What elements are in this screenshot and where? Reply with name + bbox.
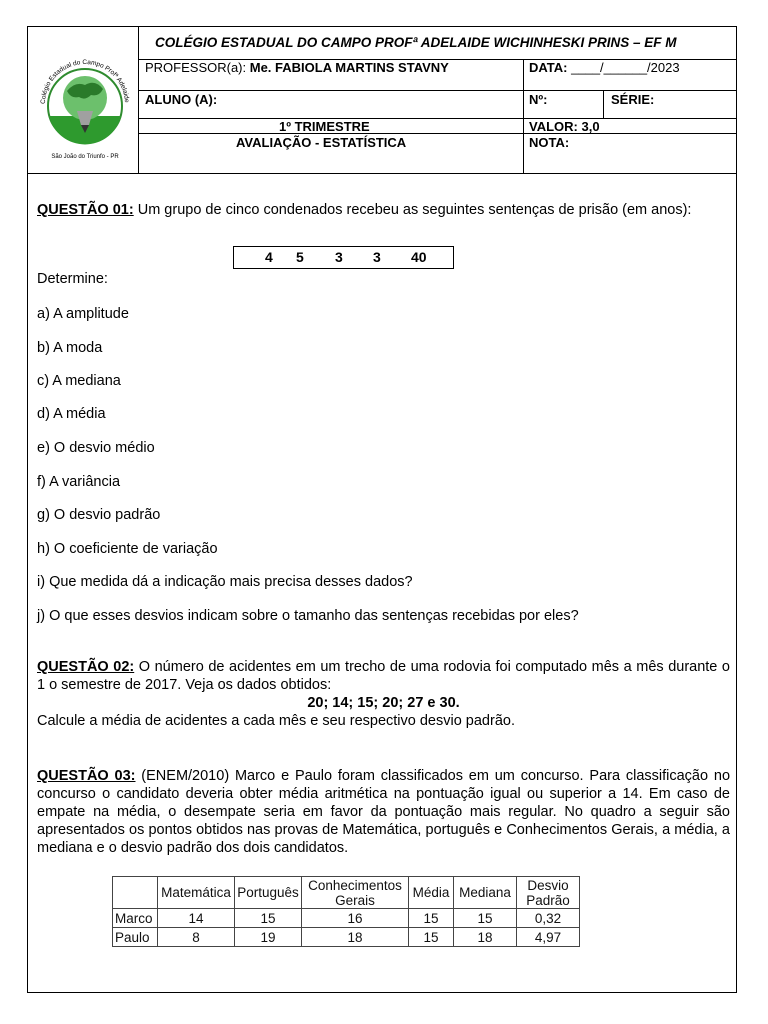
question-1-item: j) O que esses desvios indicam sobre o tamanho das sentenças recebidas por eles? bbox=[37, 608, 579, 624]
question-3-title: QUESTÃO 03: bbox=[37, 768, 136, 784]
sentences-box bbox=[233, 246, 454, 269]
question-1-item: g) O desvio padrão bbox=[37, 507, 161, 523]
table-header-cell: Média bbox=[409, 877, 454, 909]
question-2-instruction: Calcule a média de acidentes a cada mês e seu respectivo desvio padrão. bbox=[37, 713, 515, 729]
sentence-value: 5 bbox=[296, 249, 304, 265]
table-header-cell: Mediana bbox=[454, 877, 517, 909]
question-3-prompt bbox=[37, 767, 730, 857]
table-cell: 0,32 bbox=[517, 909, 580, 928]
table-cell: 14 bbox=[158, 909, 235, 928]
question-1-title: QUESTÃO 01: bbox=[37, 202, 134, 218]
student-label: ALUNO (A): bbox=[145, 92, 218, 107]
table-header-cell bbox=[113, 877, 158, 909]
school-logo-image bbox=[27, 26, 139, 173]
question-1-text: Um grupo de cinco condenados recebeu as seguintes sentenças de prisão (em anos): bbox=[133, 202, 692, 218]
table-cell: 15 bbox=[454, 909, 517, 928]
table-cell: 16 bbox=[302, 909, 409, 928]
question-2-prompt bbox=[37, 658, 730, 730]
question-1-item: c) A mediana bbox=[37, 373, 121, 389]
number-label: Nº: bbox=[529, 92, 548, 107]
question-1-item: f) A variância bbox=[37, 474, 121, 490]
date-label: DATA: bbox=[529, 60, 568, 75]
sentence-value: 3 bbox=[335, 249, 343, 265]
table-cell: 4,97 bbox=[517, 928, 580, 947]
question-1-prompt bbox=[37, 201, 730, 219]
table-cell: 15 bbox=[235, 909, 302, 928]
exam-header bbox=[27, 26, 737, 174]
logo-city: São João do Triunfo - PR bbox=[51, 154, 119, 160]
table-header-cell: Matemática bbox=[158, 877, 235, 909]
date-value: ____/______/2023 bbox=[571, 60, 680, 75]
sentence-value: 3 bbox=[373, 249, 381, 265]
table-cell: 8 bbox=[158, 928, 235, 947]
question-1-item: h) O coeficiente de variação bbox=[37, 541, 218, 557]
professor-name: Me. FABIOLA MARTINS STAVNY bbox=[249, 60, 449, 75]
exam-title: AVALIAÇÃO - ESTATÍSTICA bbox=[236, 135, 407, 150]
determine-label: Determine: bbox=[37, 271, 108, 287]
date-line bbox=[529, 60, 680, 75]
question-1-item: i) Que medida dá a indicação mais precisa desses dados? bbox=[37, 574, 413, 590]
table-row bbox=[113, 928, 580, 947]
school-logo bbox=[27, 26, 139, 173]
table-cell: 15 bbox=[409, 928, 454, 947]
score-label: NOTA: bbox=[529, 135, 570, 150]
question-1-item: b) A moda bbox=[37, 340, 103, 356]
question-2-data: 20; 14; 15; 20; 27 e 30. bbox=[307, 695, 460, 711]
term-label: 1º TRIMESTRE bbox=[279, 119, 370, 134]
value-label: VALOR: 3,0 bbox=[529, 119, 600, 134]
question-1-item: d) A média bbox=[37, 406, 106, 422]
school-name: COLÉGIO ESTADUAL DO CAMPO PROFª ADELAIDE WICHINHESKI PRINS – EF M bbox=[155, 35, 677, 50]
table-cell: Marco bbox=[113, 909, 158, 928]
table-cell: 18 bbox=[454, 928, 517, 947]
svg-text:Colégio Estadual do Campo Prof: Colégio Estadual do Campo Profª Adelaide bbox=[39, 58, 131, 105]
question-1-item: a) A amplitude bbox=[37, 306, 129, 322]
question-2-title: QUESTÃO 02: bbox=[37, 659, 135, 675]
grades-table bbox=[112, 876, 580, 947]
table-row bbox=[113, 909, 580, 928]
professor-label: PROFESSOR(a): bbox=[145, 60, 247, 75]
table-cell: 18 bbox=[302, 928, 409, 947]
question-3-text: (ENEM/2010) Marco e Paulo foram classificados em um concurso. Para classificação no concurso o candidato deveria obter média aritmética na pontuação igual ou superior a 14. Em caso de empate na média, o desempate seria em favor da pontuação mais regular. No quadro a seguir são apresentados os pontos obtidos nas provas de Matemática, português e Conhecimentos Gerais, a média, a mediana e o desvio padrão dos dois candidatos. bbox=[37, 768, 731, 856]
question-2-text: O número de acidentes em um trecho de uma rodovia foi computado mês a mês durante o 1 o semestre de 2017. Veja os dados obtidos: bbox=[37, 659, 730, 693]
table-header-row bbox=[113, 877, 580, 909]
sentence-value: 40 bbox=[411, 249, 427, 265]
professor-line bbox=[145, 60, 449, 75]
table-header-cell: Português bbox=[235, 877, 302, 909]
table-header-cell: Conhecimentos Gerais bbox=[302, 877, 409, 909]
table-header-cell: Desvio Padrão bbox=[517, 877, 580, 909]
question-1-item: e) O desvio médio bbox=[37, 440, 155, 456]
table-cell: 19 bbox=[235, 928, 302, 947]
table-cell: Paulo bbox=[113, 928, 158, 947]
grade-label: SÉRIE: bbox=[611, 92, 655, 107]
sentence-value: 4 bbox=[265, 249, 273, 265]
table-cell: 15 bbox=[409, 909, 454, 928]
